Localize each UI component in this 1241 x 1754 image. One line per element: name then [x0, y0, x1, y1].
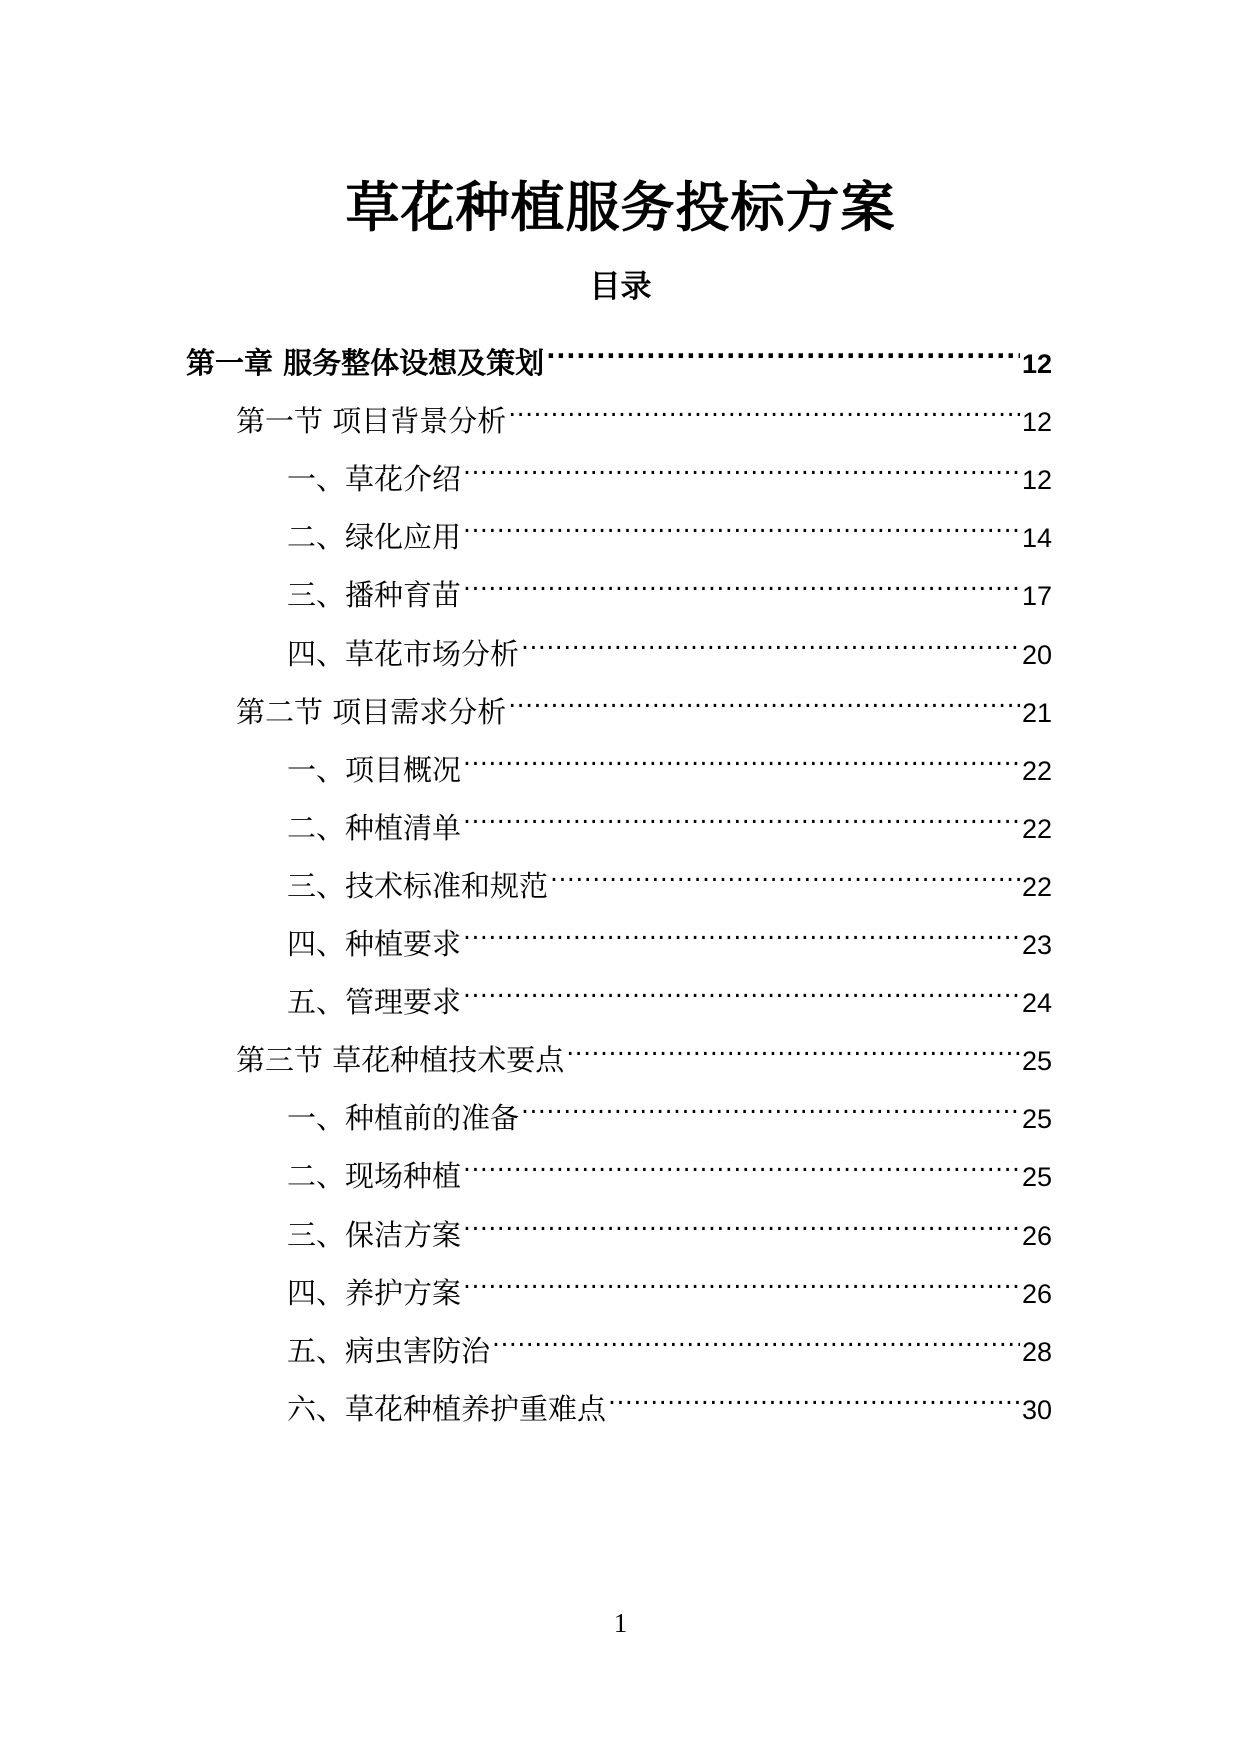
document-title: 草花种植服务投标方案	[345, 176, 896, 239]
toc-entry[interactable]	[287, 734, 1052, 787]
toc-dot-leader	[463, 1199, 1020, 1245]
toc-dot-leader	[463, 559, 1020, 605]
toc-entry[interactable]	[287, 1199, 1052, 1252]
toc-entry-label: 三、技术标准和规范	[287, 868, 549, 903]
toc-entry-page: 12	[1021, 407, 1052, 438]
toc-entry-page: 14	[1021, 523, 1052, 554]
toc-entry-label: 第一节 项目背景分析	[236, 404, 507, 439]
page-number: 1	[613, 1608, 628, 1638]
toc-dot-leader	[546, 327, 1020, 373]
toc-entry-page: 22	[1021, 813, 1052, 844]
toc-entry[interactable]	[287, 618, 1052, 671]
toc-entry-page: 26	[1021, 1220, 1052, 1251]
toc-entry-label: 二、现场种植	[287, 1159, 462, 1194]
toc-entry[interactable]	[287, 1082, 1052, 1136]
toc-entry[interactable]	[287, 850, 1052, 903]
toc-entry-label: 六、草花种植养护重难点	[287, 1391, 607, 1426]
toc-entry-page: 24	[1021, 988, 1052, 1019]
toc-dot-leader	[463, 501, 1020, 547]
toc-entry-page: 23	[1021, 930, 1052, 960]
toc-entry-page: 12	[1021, 349, 1052, 379]
toc-entry-page: 30	[1021, 1394, 1052, 1425]
toc-entry-label: 四、草花市场分析	[287, 636, 520, 671]
toc-entry[interactable]	[287, 792, 1052, 845]
toc-entry-label: 第二节 项目需求分析	[236, 694, 507, 729]
toc-entry-page: 25	[1021, 1046, 1052, 1077]
toc-entry[interactable]	[186, 327, 1052, 380]
toc-entry[interactable]	[287, 559, 1052, 613]
toc-entry-page: 28	[1021, 1336, 1052, 1367]
toc-entry-label: 五、病虫害防治	[287, 1333, 491, 1368]
toc-entry-page: 25	[1021, 1104, 1052, 1135]
toc-dot-leader	[463, 1257, 1020, 1303]
toc-entry-label: 四、种植要求	[287, 927, 462, 961]
toc-entry[interactable]	[236, 676, 1052, 729]
toc-entry-label: 三、保洁方案	[287, 1217, 462, 1252]
toc-heading: 目录	[589, 269, 652, 305]
toc-dot-leader	[463, 734, 1020, 780]
toc-entry-label: 第三节 草花种植技术要点	[236, 1043, 565, 1078]
toc-entry-label: 四、养护方案	[287, 1275, 462, 1310]
toc-entry-label: 五、管理要求	[287, 985, 462, 1020]
toc-dot-leader	[550, 850, 1020, 896]
toc-entry-page: 26	[1021, 1278, 1052, 1309]
toc-dot-leader	[463, 908, 1020, 954]
toc-dot-leader	[508, 676, 1020, 722]
toc-entry-label: 一、草花介绍	[287, 462, 462, 497]
toc-dot-leader	[508, 385, 1020, 431]
toc-entry-label: 第一章 服务整体设想及策划	[186, 346, 545, 380]
toc-entry-page: 25	[1021, 1162, 1052, 1193]
toc-entry[interactable]	[287, 1257, 1052, 1310]
toc-entry-page: 22	[1021, 755, 1052, 786]
toc-entry-label: 一、项目概况	[287, 752, 462, 787]
toc-dot-leader	[608, 1373, 1020, 1419]
toc-entry-page: 12	[1021, 465, 1052, 496]
toc-entry-page: 22	[1021, 871, 1052, 902]
toc-entry-label: 一、种植前的准备	[287, 1101, 520, 1136]
toc-entry[interactable]	[287, 501, 1052, 555]
toc-entry[interactable]	[236, 385, 1052, 439]
toc-entry-label: 二、种植清单	[287, 810, 462, 845]
toc-entry[interactable]	[287, 1373, 1052, 1426]
toc-dot-leader	[521, 618, 1020, 664]
toc-entry-label: 二、绿化应用	[287, 520, 462, 555]
toc-entry[interactable]	[287, 1315, 1052, 1368]
toc-entry[interactable]	[287, 908, 1052, 961]
toc-dot-leader	[521, 1082, 1020, 1128]
toc-dot-leader	[463, 966, 1020, 1012]
toc-entry-page: 21	[1021, 697, 1052, 728]
toc-dot-leader	[463, 443, 1020, 489]
toc-entry[interactable]	[236, 1024, 1052, 1078]
toc-entry-page: 20	[1021, 639, 1052, 670]
toc-entry-page: 17	[1021, 581, 1052, 612]
toc-entry-label: 三、播种育苗	[287, 578, 462, 613]
toc-dot-leader	[463, 1140, 1020, 1186]
toc-dot-leader	[463, 792, 1020, 838]
toc-dot-leader	[566, 1024, 1020, 1070]
toc-entry[interactable]	[287, 443, 1052, 497]
toc-entry[interactable]	[287, 966, 1052, 1020]
toc-entry[interactable]	[287, 1140, 1052, 1194]
toc-dot-leader	[492, 1315, 1020, 1361]
